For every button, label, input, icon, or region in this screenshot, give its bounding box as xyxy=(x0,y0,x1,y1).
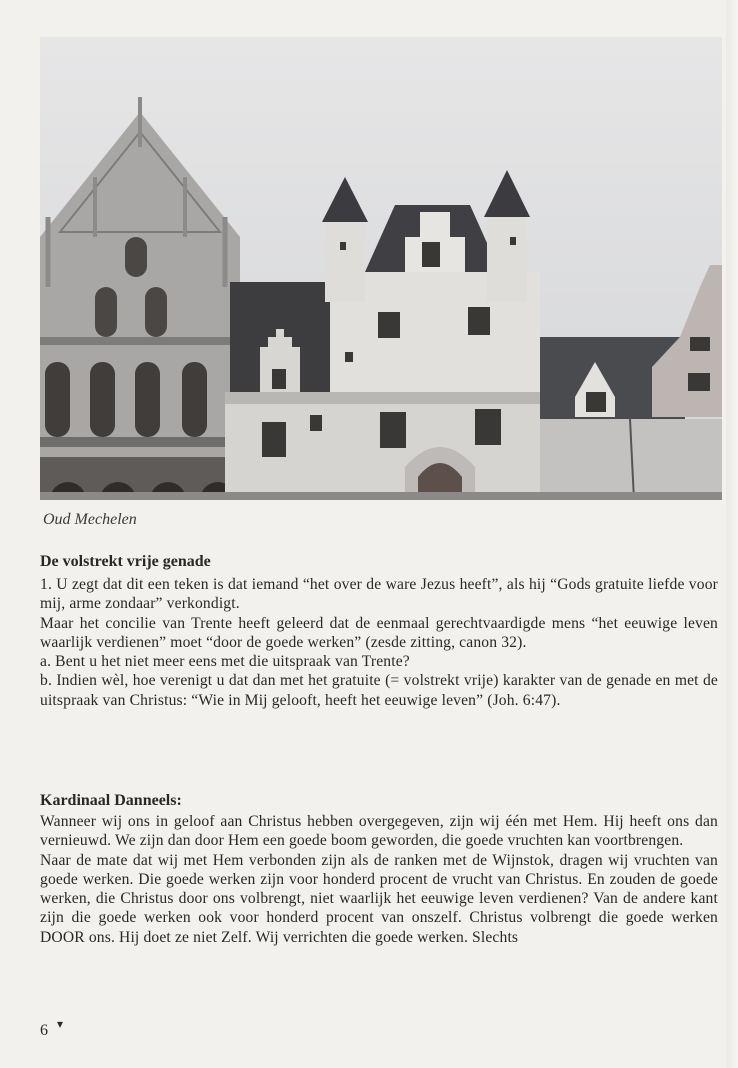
print-mark-icon: ▾ xyxy=(57,1017,64,1031)
section-heading: Kardinaal Danneels: xyxy=(40,792,182,809)
building-photo xyxy=(40,37,722,500)
paragraph: 1. U zegt dat dit een teken is dat iemand “het over de ware Jezus heeft”, als hij “Gods gratuite liefde voor mij, arme zondaar” verkondigt. xyxy=(40,576,718,613)
section-heading: De volstrekt vrije genade xyxy=(40,553,211,570)
paragraph: b. Indien wèl, hoe verenigt u dat dan met het gratuite (= volstrekt vrije) karakter van de genade en met de uitspraak van Christus: “Wie in Mij gelooft, heeft het eeuwige leven” (Joh. 6:47). xyxy=(40,672,718,709)
page-edge xyxy=(726,0,738,1068)
question-text xyxy=(40,575,718,710)
town-hall-illustration xyxy=(40,37,722,500)
paragraph: Wanneer wij ons in geloof aan Christus hebben overgegeven, zijn wij één met Hem. Hij heeft ons dan vernieuwd. We zijn dan door Hem een goede boom geworden, die goede vruchten kan voortbrengen. xyxy=(40,813,718,850)
photo-caption: Oud Mechelen xyxy=(43,511,137,528)
page-number: 6 xyxy=(40,1022,48,1039)
paragraph: Maar het concilie van Trente heeft geleerd dat de eenmaal gerechtvaardigde mens “het eeuwige leven waarlijk verdienen” moet “door de goede werken” (zesde zitting, canon 32). xyxy=(40,614,718,651)
paragraph: Naar de mate dat wij met Hem verbonden zijn als de ranken met de Wijnstok, dragen wij vruchten van goede werken. Die goede werken zijn voor honderd procent de vrucht van Christus. En zouden de goede werken, die Christus door ons volbrengt, niet waarlijk het eeuwige leven verdienen? Van de andere kant zijn die goede werken ook voor honderd procent van onszelf. Christus volbrengt die goede werken DOOR ons. Hij doet ze niet Zelf. Wij verrichten die goede werken. Slechts xyxy=(40,851,718,946)
paragraph: a. Bent u het niet meer eens met die uitspraak van Trente? xyxy=(40,653,410,671)
answer-text xyxy=(40,812,718,947)
